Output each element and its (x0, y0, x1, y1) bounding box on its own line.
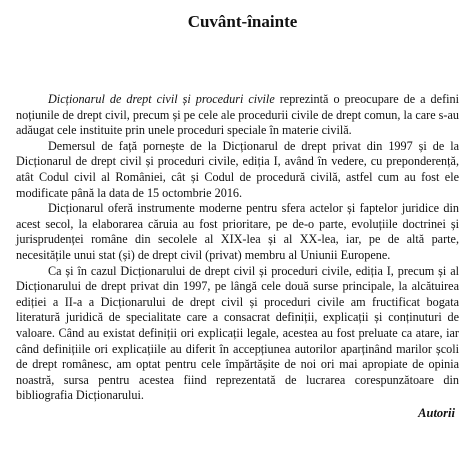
signature: Autorii (418, 406, 455, 420)
paragraph-1-italic-lead: Dicționarul de drept civil și proceduri civile (48, 92, 275, 106)
document-body (16, 92, 459, 404)
paragraph-3-text: Dicționarul oferă instrumente moderne pentru sfera actelor și faptelor juridice din acest secol, la elaborarea căruia au fost prioritare, pe de-o parte, evoluțiile doctrinei și jurisprudenței române din secolele al XIX-lea și al XX-lea, iar, pe de altă parte, necesitățile unui stat (și) de drept civil (privat) membru al Uniunii Europene. (16, 201, 459, 262)
paragraph-3 (16, 201, 459, 263)
paragraph-4 (16, 264, 459, 404)
paragraph-1 (16, 92, 459, 139)
paragraph-2-text: Demersul de față pornește de la Dicționarul de drept privat din 1997 și de la Dicționarul de drept civil și proceduri civile, ediția I, având în vedere, cu preponderență, atât Codul civil al României, cât și Codul de procedură civilă, astfel cum au fost ele modificate până la data de 15 octombrie 2016. (16, 138, 459, 200)
paragraph-4-text: Ca și în cazul Dicționarului de drept civil și proceduri civile, ediția I, precum și al Dicționarului de drept privat din 1997, pe lângă cele două surse principale, la alcătuirea ediției a II-a a Dicționarului de drept civil și proceduri civile am fructificat bogata literatură juridică de specialitate care a consacrat definiții, explicații și conținuturi de valoare. Când au existat definiții ori explicații legale, acestea au fost preluate ca atare, iar când definițiile ori explicațiile au diferit în accepțiunea autorilor aparținând marilor școli de drept românesc, am optat pentru cele împărtășite de noi ori mai apropiate de opinia noastră, sursa pentru acestea fiind reprezentată de lucrarea corespunzătoare din bibliografia Dicționarului. (16, 263, 459, 403)
paragraph-1-text: reprezintă o preocupare de a defini noțiunile de drept civil, precum și pe cele ale procedurii civile de drept comun, la care s-au adăugat cele instituite prin unele proceduri speciale în materie civilă. (16, 92, 459, 138)
page-title: Cuvânt-înainte (187, 12, 298, 31)
paragraph-2 (16, 139, 459, 201)
